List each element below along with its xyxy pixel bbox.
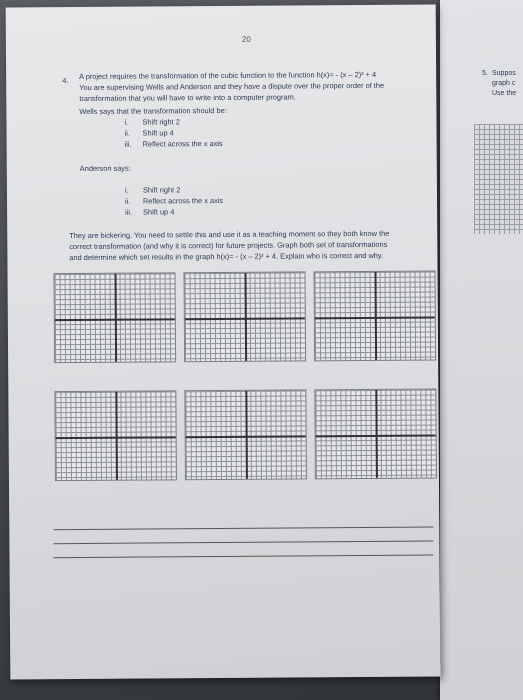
y-axis [245, 273, 247, 361]
graph-grid-2[interactable] [184, 271, 307, 362]
question-line-3: transformation that you will have to write into a computer program. [79, 92, 296, 103]
graph-grid-5[interactable] [184, 389, 307, 480]
page-number: 20 [241, 34, 251, 44]
q5-number: 5. [482, 70, 488, 77]
anderson-step-1-numeral: i. [124, 185, 129, 195]
y-axis [115, 274, 117, 362]
anderson-intro: Anderson says: [79, 163, 131, 173]
anderson-step-2-numeral: ii. [124, 196, 131, 206]
worksheet-page [6, 5, 441, 680]
adjacent-page [440, 0, 523, 700]
anderson-step-3: Shift up 4 [143, 207, 175, 217]
instructions-line-1: They are bickering. You need to settle this and use it as a teaching moment so they both know the [69, 228, 390, 241]
answer-line-3[interactable] [53, 555, 433, 559]
anderson-step-1: Shift right 2 [142, 185, 181, 195]
anderson-step-2: Reflect across the x axis [142, 195, 224, 206]
adjacent-page-grid [474, 124, 523, 234]
answer-line-1[interactable] [53, 527, 433, 531]
wells-step-3: Reflect across the x axis [142, 138, 223, 149]
instructions-line-2: correct transformation (and why it is correct) for future projects. Graph both set of transformations [69, 239, 388, 252]
q5-line2: graph c [492, 80, 516, 87]
wells-intro: Wells says that the transformation should be: [79, 105, 227, 116]
graph-grid-3[interactable] [314, 271, 437, 362]
q5-line1: Suppos [492, 70, 516, 77]
y-axis [245, 391, 247, 479]
question-number: 4. [62, 76, 69, 86]
y-axis [375, 272, 377, 360]
graph-grid-4[interactable] [54, 390, 177, 481]
y-axis [115, 392, 117, 480]
q5-line3: Use the [492, 90, 517, 97]
question-line-1: A project requires the transformation of the cubic function to the function h(x)= - (x – 2)³ + 4 [79, 69, 377, 81]
graph-grid-6[interactable] [314, 389, 437, 480]
wells-step-3-numeral: iii. [124, 139, 132, 149]
wells-step-1: Shift right 2 [142, 117, 180, 127]
graph-grid-1[interactable] [54, 272, 177, 363]
wells-step-1-numeral: i. [124, 117, 129, 127]
wells-step-2: Shift up 4 [142, 128, 174, 138]
anderson-step-3-numeral: iii. [125, 207, 133, 217]
y-axis [375, 390, 377, 478]
answer-line-2[interactable] [53, 541, 433, 545]
question-line-2: You are supervising Wells and Anderson and they have a dispute over the proper order of the [79, 80, 385, 92]
instructions-line-3: and determine which set results in the graph h(x)= - (x – 2)³ + 4. Explain who is correct and why. [69, 250, 384, 263]
wells-step-2-numeral: ii. [124, 128, 130, 138]
